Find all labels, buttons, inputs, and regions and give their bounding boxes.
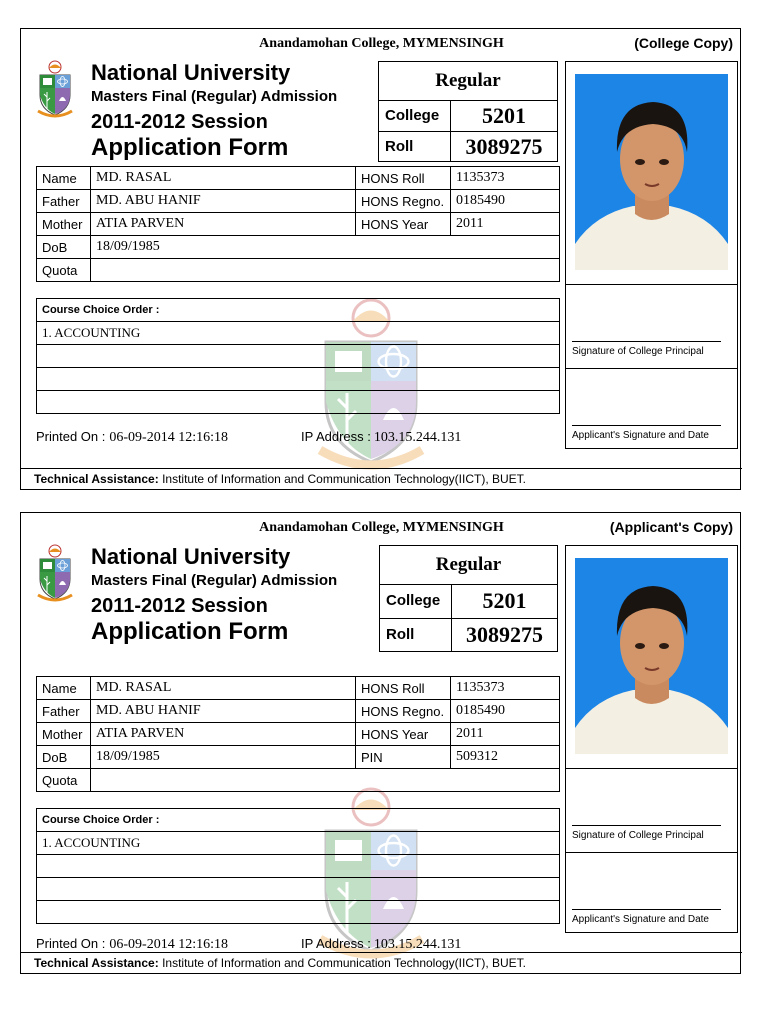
father-label: Father xyxy=(37,700,91,723)
hons-regno-label: HONS Regno. xyxy=(356,190,451,213)
course-choice-item xyxy=(37,901,560,924)
table-row xyxy=(37,901,560,924)
ip-address xyxy=(301,936,461,953)
hons-roll-value: 1135373 xyxy=(451,167,560,190)
college-name: Anandamohan College, MYMENSINGH xyxy=(259,36,504,51)
technical-assistance xyxy=(21,468,742,489)
table-row xyxy=(37,723,560,746)
technical-assistance-text: Institute of Information and Communication Technology(IICT), BUET. xyxy=(162,956,527,970)
roll-label: Roll xyxy=(380,618,452,652)
applicant-signature-label: Applicant's Signature and Date xyxy=(572,430,709,441)
hons-regno-value: 0185490 xyxy=(451,190,560,213)
table-row xyxy=(37,322,560,345)
program-title: Masters Final (Regular) Admission xyxy=(91,572,338,589)
table-row xyxy=(37,391,560,414)
printed-on-value: 06-09-2014 12:16:18 xyxy=(109,430,228,445)
name-label: Name xyxy=(37,677,91,700)
principal-signature-label: Signature of College Principal xyxy=(572,346,704,357)
course-choice-header: Course Choice Order : xyxy=(37,809,560,832)
quota-label: Quota xyxy=(37,769,91,792)
table-row xyxy=(37,832,560,855)
copy-label: (Applicant's Copy) xyxy=(609,519,733,535)
name-label: Name xyxy=(37,167,91,190)
hons-roll-label: HONS Roll xyxy=(356,167,451,190)
dob-value: 18/09/1985 xyxy=(91,746,356,769)
college-code-value: 5201 xyxy=(482,103,526,128)
course-choice-item xyxy=(37,345,560,368)
course-choice-table xyxy=(36,808,560,924)
table-row xyxy=(37,236,560,259)
registration-type: Regular xyxy=(380,546,557,585)
hons-year-label: HONS Year xyxy=(356,723,451,746)
course-choice-item: 1. ACCOUNTING xyxy=(37,322,560,345)
principal-signature-area xyxy=(566,284,737,369)
hons-regno-value: 0185490 xyxy=(451,700,560,723)
principal-signature-label: Signature of College Principal xyxy=(572,830,704,841)
roll-label: Roll xyxy=(379,131,451,162)
photo-signature-box xyxy=(565,61,738,449)
hons-year-value: 2011 xyxy=(451,213,560,236)
program-title: Masters Final (Regular) Admission xyxy=(91,88,338,105)
father-value: MD. ABU HANIF xyxy=(91,700,356,723)
table-row xyxy=(37,213,560,236)
table-row xyxy=(37,746,560,769)
printed-on xyxy=(36,429,228,446)
hons-roll-label: HONS Roll xyxy=(356,677,451,700)
technical-assistance-label: Technical Assistance: xyxy=(34,472,159,486)
mother-value: ATIA PARVEN xyxy=(91,723,356,746)
table-row xyxy=(37,769,560,792)
form-title: Application Form xyxy=(91,618,289,645)
national-university-logo-icon xyxy=(35,59,75,119)
course-choice-table xyxy=(36,298,560,414)
applicant-copy-form xyxy=(20,512,741,974)
college-code-label: College xyxy=(379,100,451,131)
university-name: National University xyxy=(91,60,291,85)
table-row xyxy=(37,855,560,878)
ip-address xyxy=(301,429,461,446)
college-code-label: College xyxy=(380,584,452,618)
printed-on-label: Printed On : xyxy=(36,429,106,444)
university-name: National University xyxy=(91,544,291,569)
ip-address-value: 103.15.244.131 xyxy=(373,430,462,445)
ip-address-value: 103.15.244.131 xyxy=(373,937,462,952)
course-choice-item xyxy=(37,368,560,391)
hons-regno-label: HONS Regno. xyxy=(356,700,451,723)
pin-label: PIN xyxy=(356,746,451,769)
copy-label: (College Copy) xyxy=(634,35,733,51)
dob-label: DoB xyxy=(37,236,91,259)
principal-signature-area xyxy=(566,768,737,853)
table-row xyxy=(37,259,560,282)
table-row xyxy=(37,345,560,368)
applicant-photo xyxy=(575,558,728,754)
hons-year-label: HONS Year xyxy=(356,213,451,236)
session-title: 2011-2012 Session xyxy=(91,595,268,617)
applicant-info-table xyxy=(36,166,560,282)
course-choice-item xyxy=(37,878,560,901)
pin-value: 509312 xyxy=(451,746,560,769)
table-row xyxy=(37,368,560,391)
table-row xyxy=(37,878,560,901)
ip-address-label: IP Address : xyxy=(301,429,371,444)
applicant-signature-label: Applicant's Signature and Date xyxy=(572,914,709,925)
college-code-value: 5201 xyxy=(482,588,527,613)
course-choice-item: 1. ACCOUNTING xyxy=(37,832,560,855)
registration-box xyxy=(379,545,558,652)
form-title: Application Form xyxy=(91,134,289,161)
roll-value: 3089275 xyxy=(466,622,543,647)
printed-on-label: Printed On : xyxy=(36,936,106,951)
applicant-signature-area xyxy=(566,368,737,453)
printed-on xyxy=(36,936,228,953)
technical-assistance-label: Technical Assistance: xyxy=(34,956,159,970)
dob-value: 18/09/1985 xyxy=(91,236,560,259)
applicant-photo xyxy=(575,74,728,270)
course-choice-item xyxy=(37,855,560,878)
dob-label: DoB xyxy=(37,746,91,769)
father-label: Father xyxy=(37,190,91,213)
registration-box xyxy=(378,61,558,162)
name-value: MD. RASAL xyxy=(91,677,356,700)
ip-address-label: IP Address : xyxy=(301,936,371,951)
course-choice-item xyxy=(37,391,560,414)
applicant-signature-area xyxy=(566,852,737,937)
quota-label: Quota xyxy=(37,259,91,282)
registration-type: Regular xyxy=(379,62,557,101)
table-row xyxy=(37,809,560,832)
mother-value: ATIA PARVEN xyxy=(91,213,356,236)
father-value: MD. ABU HANIF xyxy=(91,190,356,213)
photo-signature-box xyxy=(565,545,738,933)
roll-value: 3089275 xyxy=(465,134,543,159)
name-value: MD. RASAL xyxy=(91,167,356,190)
technical-assistance xyxy=(21,952,742,973)
national-university-logo-icon xyxy=(35,543,75,603)
course-choice-header: Course Choice Order : xyxy=(37,299,560,322)
quota-value xyxy=(91,259,560,282)
table-row xyxy=(37,677,560,700)
applicant-info-table xyxy=(36,676,560,792)
hons-year-value: 2011 xyxy=(451,723,560,746)
technical-assistance-text: Institute of Information and Communication Technology(IICT), BUET. xyxy=(162,472,527,486)
printed-on-value: 06-09-2014 12:16:18 xyxy=(109,937,228,952)
mother-label: Mother xyxy=(37,213,91,236)
hons-roll-value: 1135373 xyxy=(451,677,560,700)
table-row xyxy=(37,190,560,213)
session-title: 2011-2012 Session xyxy=(91,111,268,133)
table-row xyxy=(37,700,560,723)
college-copy-form xyxy=(20,28,741,490)
college-name: Anandamohan College, MYMENSINGH xyxy=(259,520,504,535)
table-row xyxy=(37,299,560,322)
quota-value xyxy=(91,769,560,792)
table-row xyxy=(37,167,560,190)
mother-label: Mother xyxy=(37,723,91,746)
